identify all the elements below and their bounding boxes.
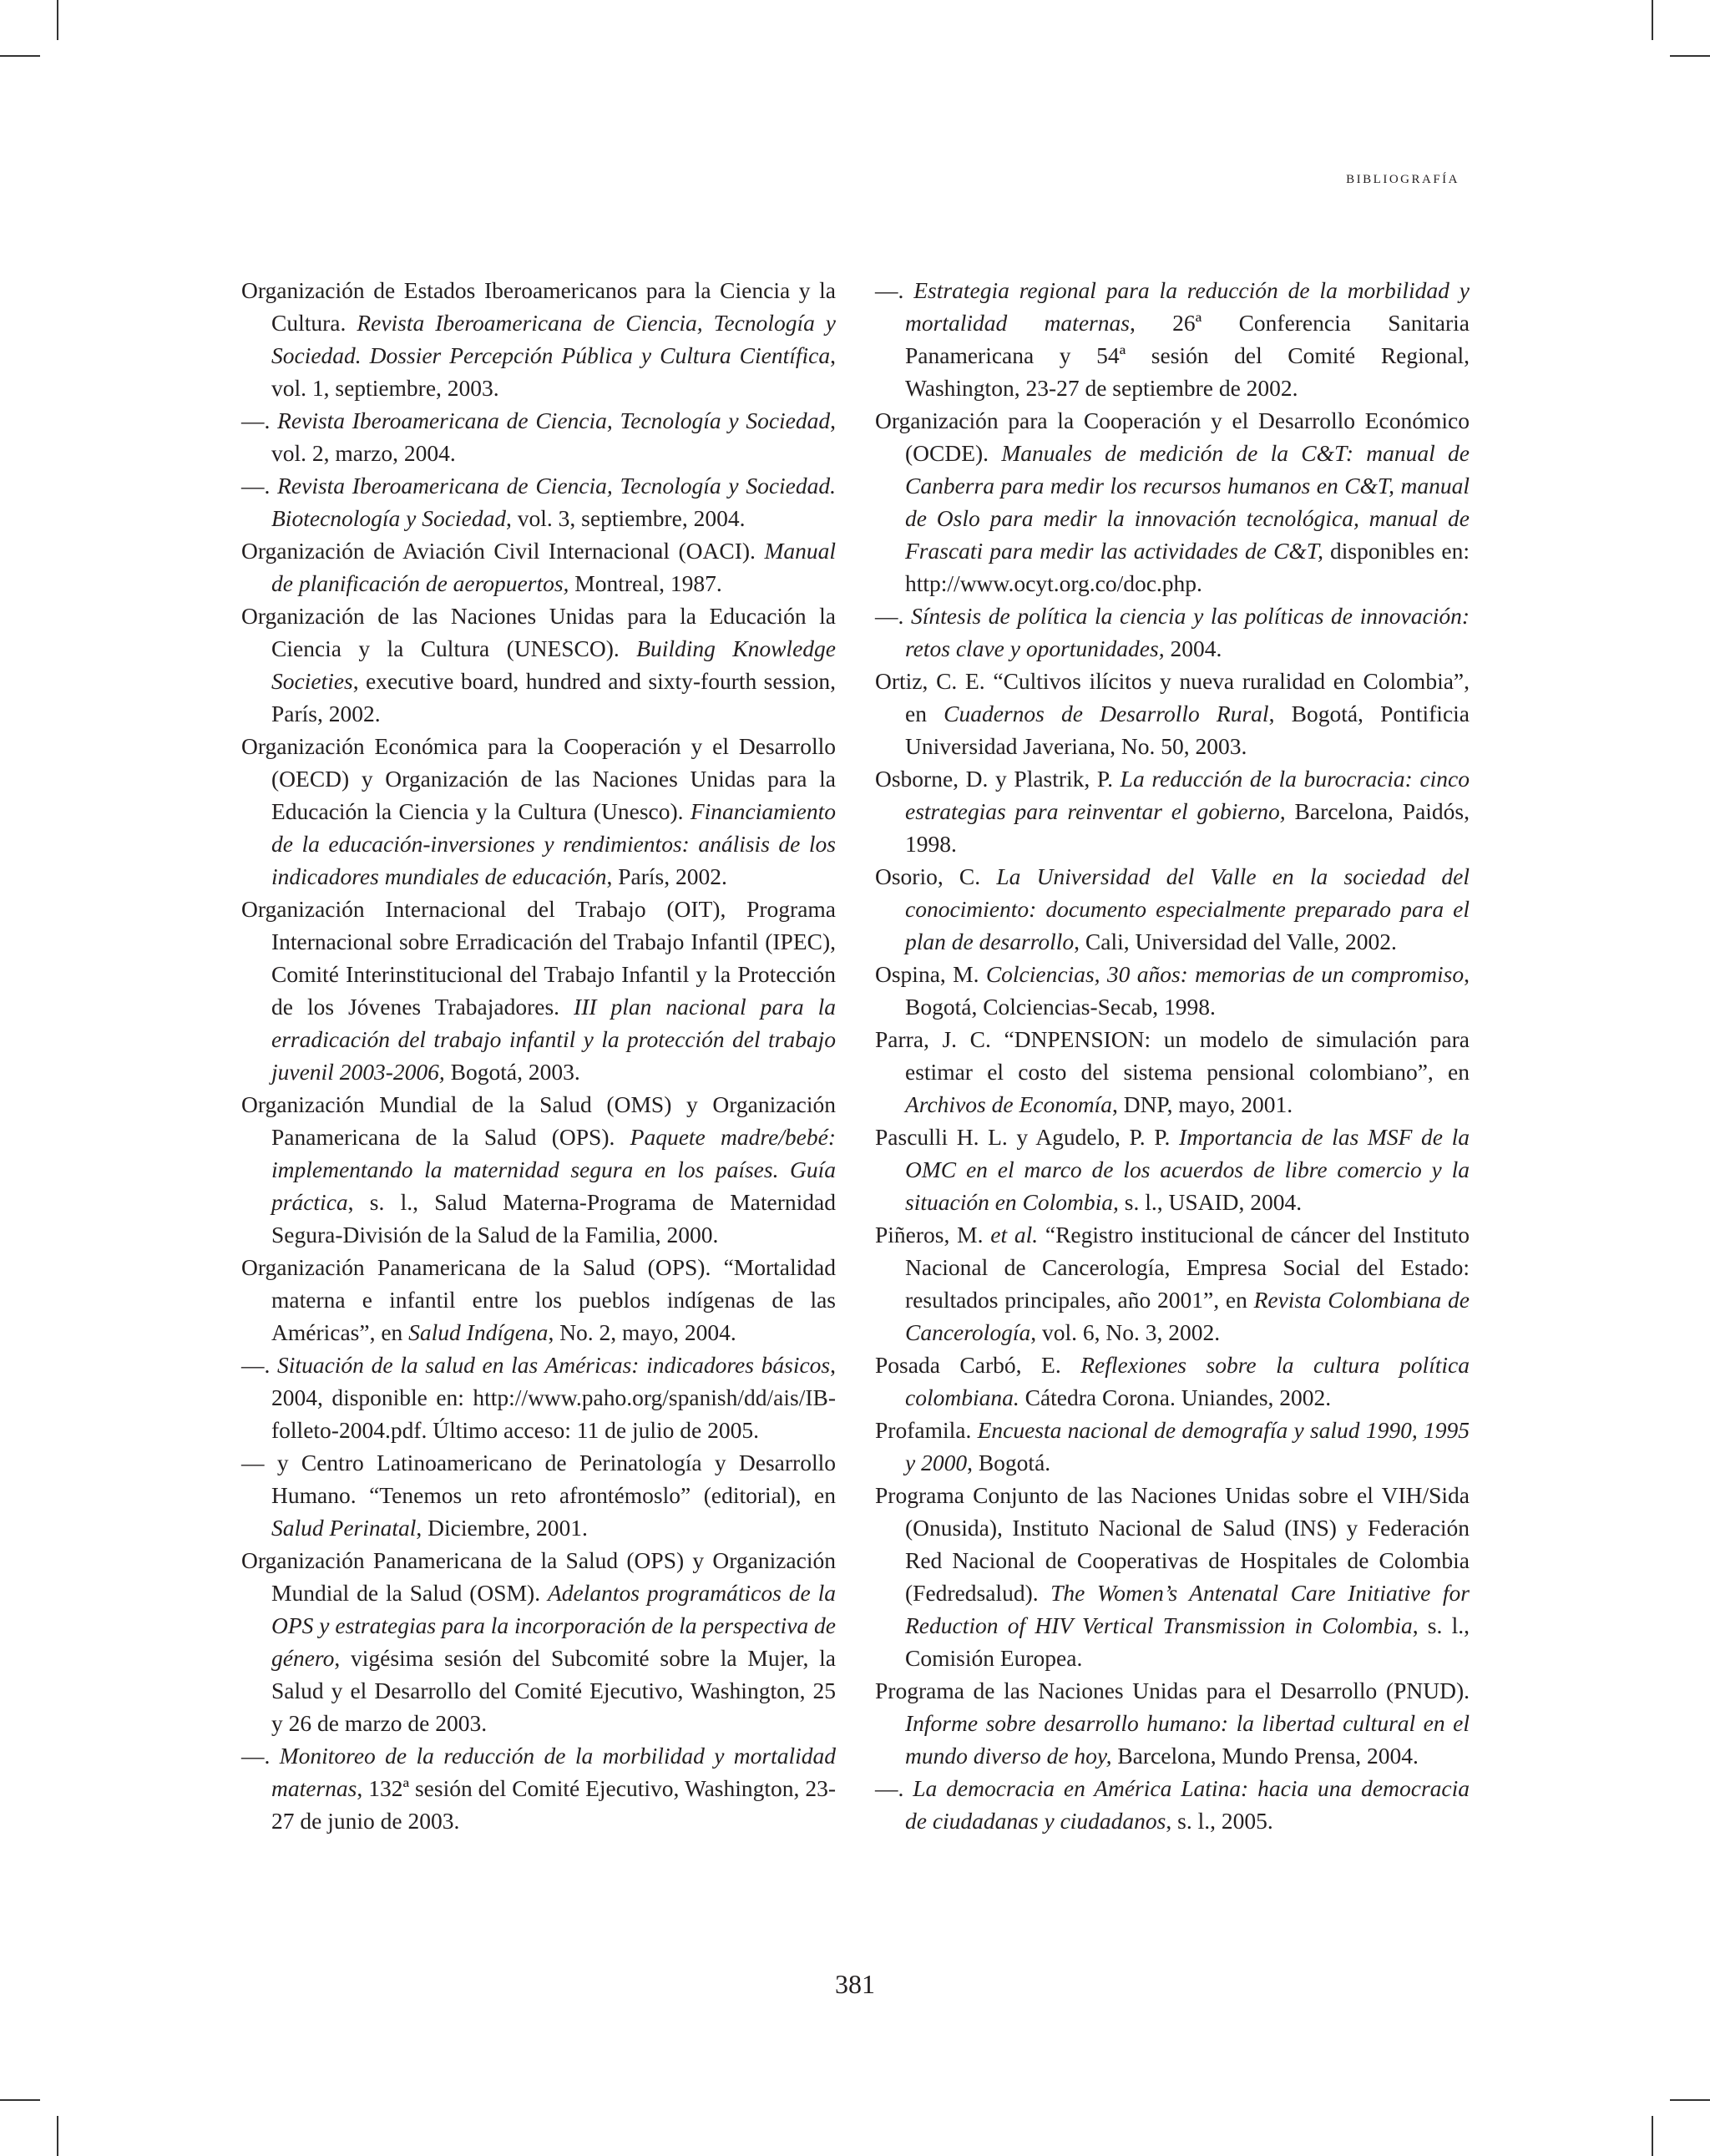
crop-mark	[0, 2099, 40, 2101]
bibliography-entry	[241, 1739, 836, 1837]
crop-mark	[0, 55, 40, 57]
entry-text: — y Centro Latinoamericano de Perinatología y Desarrollo Humano. “Tenemos un reto afrontémoslo” (editorial), en	[241, 1450, 836, 1508]
bibliography-entry	[241, 534, 836, 600]
entry-title-italic: The Women’s Antenatal Care Initiative for Reduction of HIV Vertical Transmission in Colombia	[905, 1580, 1470, 1638]
bibliography-entry	[875, 1772, 1470, 1837]
bibliography-entry	[875, 1414, 1470, 1479]
bibliography-entry	[875, 600, 1470, 665]
entry-title-italic: Monitoreo de la reducción de la morbilidad y mortalidad maternas	[271, 1743, 836, 1801]
bibliography-entry	[875, 404, 1470, 600]
bibliography-entry	[875, 665, 1470, 762]
entry-text: , vol. 1, septiembre, 2003.	[271, 342, 836, 401]
entry-text: Organización para la Cooperación y el Desarrollo Económico (OCDE).	[875, 407, 1470, 466]
entry-text: Organización Panamericana de la Salud (OPS) y Organización Mundial de la Salud (OSM).	[241, 1547, 836, 1606]
entry-text: —.	[875, 277, 914, 303]
entry-title-italic: Estrategia regional para la reducción de la morbilidad y mortalidad maternas	[905, 277, 1470, 336]
bibliography-entry	[241, 893, 836, 1088]
page-number: 381	[835, 1969, 875, 1999]
entry-text: , vigésima sesión del Subcomité sobre la Mujer, la Salud y el Desarrollo del Comité Ejecutivo, Washington, 25 y 26 de marzo de 2003.	[271, 1645, 836, 1736]
bibliography-entry	[875, 1023, 1470, 1121]
entry-title-italic: et al.	[990, 1222, 1039, 1248]
entry-text: Parra, J. C. “DNPENSION: un modelo de simulación para estimar el costo del sistema pensional colombiano”, en	[875, 1026, 1470, 1085]
entry-text: , vol. 2, marzo, 2004.	[271, 407, 837, 466]
entry-text: , Bogotá, Pontificia Universidad Javeriana, No. 50, 2003.	[905, 701, 1470, 759]
entry-text: , s. l., Salud Materna-Programa de Maternidad Segura-División de la Salud de la Familia, 2000.	[271, 1189, 836, 1248]
bibliography-entry	[875, 1479, 1470, 1674]
entry-title-italic: Informe sobre desarrollo humano: la libertad cultural en el mundo diverso de hoy,	[905, 1710, 1470, 1769]
entry-text: —.	[241, 1352, 278, 1378]
entry-text: —.	[241, 407, 278, 433]
entry-title-italic: Financiamiento de la educación-inversiones y rendimientos: análisis de los indicadores mundiales de educación	[271, 798, 836, 889]
bibliography-entry	[875, 1121, 1470, 1218]
entry-title-italic: Colciencias, 30 años: memorias de un compromiso	[985, 961, 1465, 987]
entry-text: Ospina, M.	[875, 961, 986, 987]
entry-text: Organización Panamericana de la Salud (OPS). “Mortalidad materna e infantil entre los pueblos indígenas de las Américas”, en	[241, 1254, 836, 1345]
entry-title-italic: III plan nacional para la erradicación del trabajo infantil y la protección del trabajo juvenil 2003-2006,	[271, 994, 836, 1085]
entry-text: Programa Conjunto de las Naciones Unidas sobre el VIH/Sida (Onusida), Instituto Nacional de Salud (INS) y Federación Red Nacional de Cooperativas de Hospitales de Colombia (Fedredsalud).	[875, 1482, 1470, 1606]
entry-title-italic: La Universidad del Valle en la sociedad del conocimiento: documento especialmente preparado para el plan de desarrollo	[905, 863, 1470, 954]
entry-text: Organización de las Naciones Unidas para la Educación la Ciencia y la Cultura (UNESCO).	[241, 603, 836, 661]
entry-title-italic: Revista Iberoamericana de Ciencia, Tecnología y Sociedad. Biotecnología y Sociedad	[271, 473, 837, 531]
entry-text: Posada Carbó, E.	[875, 1352, 1081, 1378]
bibliography-entry	[241, 600, 836, 730]
bibliography-entry	[241, 1544, 836, 1739]
bibliography-entry	[241, 730, 836, 893]
entry-text: Cátedra Corona. Uniandes, 2002.	[1019, 1384, 1332, 1410]
bibliography-entry	[241, 274, 836, 404]
entry-text: , 132ª sesión del Comité Ejecutivo, Washington, 23-27 de junio de 2003.	[271, 1775, 836, 1834]
entry-text: Organización de Estados Iberoamericanos para la Ciencia y la Cultura.	[241, 277, 836, 336]
entry-text: , vol. 3, septiembre, 2004.	[506, 505, 746, 531]
entry-text: Profamila.	[875, 1417, 978, 1443]
bibliography-entry	[875, 958, 1470, 1023]
entry-text: —.	[241, 1743, 280, 1769]
entry-text: , París, 2002.	[606, 863, 727, 889]
entry-title-italic: Revista Iberoamericana de Ciencia, Tecnología y Sociedad	[277, 407, 831, 433]
entry-title-italic: Adelantos programáticos de la OPS y estrategias para la incorporación de la perspectiva de género	[271, 1580, 837, 1671]
entry-text: , vol. 6, No. 3, 2002.	[1030, 1319, 1221, 1345]
entry-text: , DNP, mayo, 2001.	[1111, 1091, 1293, 1117]
entry-text: , 2004, disponible en: http://www.paho.org/spanish/dd/ais/IB-folleto-2004.pdf. Último acceso: 11 de julio de 2005.	[271, 1352, 836, 1443]
crop-mark	[1652, 0, 1653, 40]
entry-text: , 26ª Conferencia Sanitaria Panamericana y 54ª sesión del Comité Regional, Washington, 23-27 de septiembre de 2002.	[905, 310, 1470, 401]
entry-title-italic: Archivos de Economía	[905, 1091, 1112, 1117]
bibliography-column-right	[875, 274, 1470, 1837]
bibliography-entry	[875, 1349, 1470, 1414]
entry-text: Organización Económica para la Cooperación y el Desarrollo (OECD) y Organización de las Naciones Unidas para la Educación la Ciencia y la Cultura (Unesco).	[241, 733, 836, 824]
entry-title-italic: Manuales de medición de la C&T: manual de Canberra para medir los recursos humanos en C&T, manual de Oslo para medir la innovación tecnológica, manual de Frascati para medir las actividades de C&T,	[905, 440, 1470, 564]
bibliography-entry	[241, 1446, 836, 1544]
entry-title-italic: Salud Perinatal	[271, 1515, 417, 1541]
entry-title-italic: Importancia de las MSF de la OMC en el marco de los acuerdos de libre comercio y la situación en Colombia,	[905, 1124, 1470, 1215]
entry-text: Pasculli H. L. y Agudelo, P. P.	[875, 1124, 1179, 1150]
crop-mark	[57, 2116, 58, 2156]
bibliography-entry	[875, 1218, 1470, 1349]
entry-title-italic: Reflexiones sobre la cultura política colombiana.	[905, 1352, 1470, 1410]
entry-text: Organización Mundial de la Salud (OMS) y Organización Panamericana de la Salud (OPS).	[241, 1091, 836, 1150]
entry-text: Ortiz, C. E. “Cultivos ilícitos y nueva ruralidad en Colombia”, en	[875, 668, 1470, 726]
bibliography-entry	[875, 762, 1470, 860]
entry-text: , Bogotá.	[967, 1450, 1051, 1475]
entry-text: , s. l., 2005.	[1166, 1808, 1273, 1834]
entry-text: Organización de Aviación Civil Internacional (OACI).	[241, 538, 765, 564]
bibliography-entry	[875, 274, 1470, 404]
entry-text: 2004.	[1164, 635, 1222, 661]
bibliography-entry	[241, 1251, 836, 1349]
bibliography-entry	[875, 1674, 1470, 1772]
entry-title-italic: La democracia en América Latina: hacia una democracia de ciudadanas y ciudadanos	[905, 1775, 1470, 1834]
entry-title-italic: Salud Indígena	[408, 1319, 549, 1345]
entry-text: Bogotá, 2003.	[444, 1059, 580, 1085]
entry-text: Osorio, C.	[875, 863, 997, 889]
entry-text: , executive board, hundred and sixty-fourth session, París, 2002.	[271, 668, 836, 726]
entry-text: , Diciembre, 2001.	[416, 1515, 588, 1541]
entry-text: , s. l., Comisión Europea.	[905, 1612, 1470, 1671]
entry-text: Organización Internacional del Trabajo (OIT), Programa Internacional sobre Erradicación del Trabajo Infantil (IPEC), Comité Interinstitucional del Trabajo Infantil y la Protección de los Jóvenes Trabajadores.	[241, 896, 836, 1020]
crop-mark	[57, 0, 58, 40]
entry-text: “Registro institucional de cáncer del Instituto Nacional de Cancerología, Empresa Social del Estado: resultados principales, año 2001”, en	[905, 1222, 1470, 1313]
bibliography-entry	[241, 404, 836, 469]
entry-title-italic: Encuesta nacional de demografía y salud 1990, 1995 y 2000	[905, 1417, 1470, 1475]
entry-title-italic: Situación de la salud en las Américas: indicadores básicos	[277, 1352, 831, 1378]
running-header: bibliografía	[1346, 167, 1460, 187]
bibliography-entry	[241, 1349, 836, 1446]
entry-text: —.	[875, 603, 912, 629]
crop-mark	[1652, 2116, 1653, 2156]
bibliography-entry	[241, 1088, 836, 1251]
entry-title-italic: Revista Colombiana de Cancerología	[905, 1287, 1470, 1345]
bibliography-entry	[241, 469, 836, 534]
crop-mark	[1670, 55, 1710, 57]
entry-text: , Cali, Universidad del Valle, 2002.	[1074, 929, 1397, 954]
entry-text: Barcelona, Paidós, 1998.	[905, 798, 1470, 857]
entry-text: —.	[241, 473, 278, 499]
entry-title-italic: Manual de planificación de aeropuertos,	[271, 538, 836, 596]
entry-title-italic: Cuadernos de Desarrollo Rural	[944, 701, 1269, 726]
entry-text: disponibles en: http://www.ocyt.org.co/doc.php.	[905, 538, 1470, 596]
entry-text: Programa de las Naciones Unidas para el Desarrollo (PNUD).	[875, 1678, 1470, 1703]
bibliography-column-left	[241, 274, 836, 1837]
entry-text: Piñeros, M.	[875, 1222, 991, 1248]
entry-title-italic: Síntesis de política la ciencia y las políticas de innovación: retos clave y oportunidades,	[905, 603, 1470, 661]
entry-text: , No. 2, mayo, 2004.	[548, 1319, 736, 1345]
entry-text: —.	[875, 1775, 913, 1801]
entry-text: Montreal, 1987.	[569, 570, 722, 596]
crop-mark	[1670, 2099, 1710, 2101]
entry-title-italic: Revista Iberoamericana de Ciencia, Tecnología y Sociedad. Dossier Percepción Pública y Cultura Científica	[271, 310, 836, 368]
entry-title-italic: Building Knowledge Societies	[271, 635, 836, 694]
entry-text: s. l., USAID, 2004.	[1118, 1189, 1303, 1215]
entry-title-italic: La reducción de la burocracia: cinco estrategias para reinventar el gobierno,	[905, 766, 1470, 824]
entry-text: Osborne, D. y Plastrik, P.	[875, 766, 1121, 792]
bibliography-entry	[875, 860, 1470, 958]
entry-text: , Bogotá, Colciencias-Secab, 1998.	[905, 961, 1470, 1020]
entry-title-italic: Paquete madre/bebé: implementando la maternidad segura en los países. Guía práctica	[271, 1124, 836, 1215]
entry-text: Barcelona, Mundo Prensa, 2004.	[1111, 1743, 1419, 1769]
